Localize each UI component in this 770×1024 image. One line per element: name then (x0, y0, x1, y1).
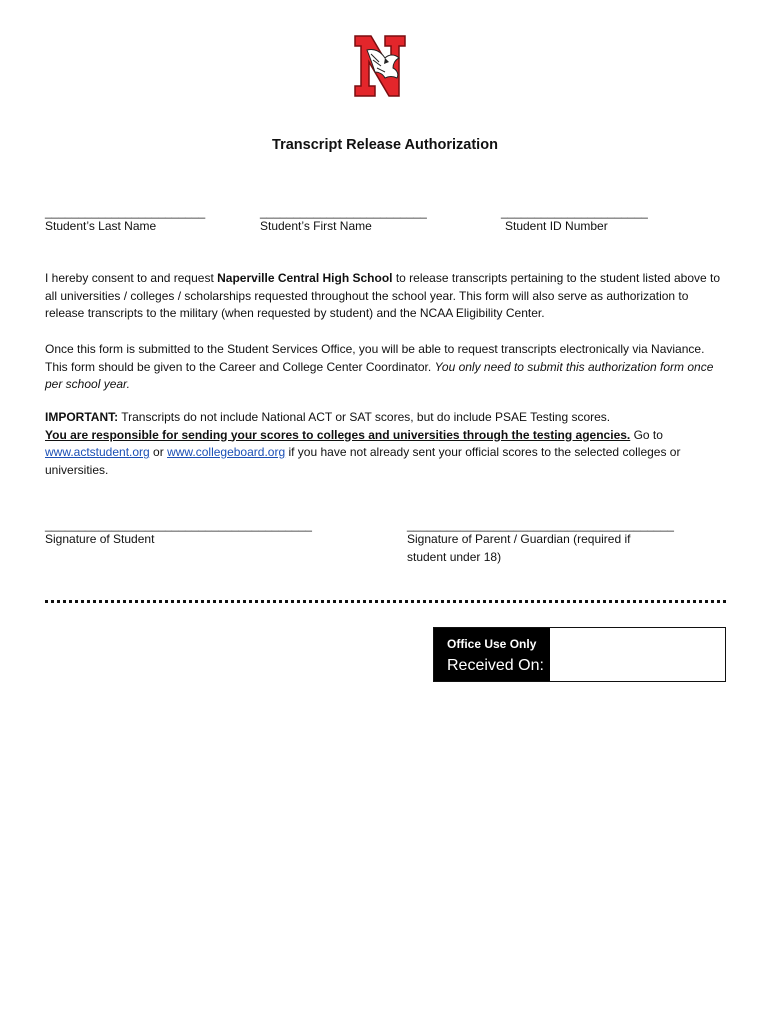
actstudent-link[interactable]: www.actstudent.org (45, 445, 150, 459)
naviance-paragraph (45, 341, 725, 394)
consent-text-end: to release transcripts pertaining to the student listed above to all universities / colleges / scholarships requested throughout the school year. This form will also serve as authorization to release transcripts to the military (when requested by student) and the NCAA Eligibility Center. (45, 271, 721, 320)
or-text: or (149, 445, 168, 459)
page-title: Transcript Release Authorization (272, 137, 498, 153)
student-signature-label: Signature of Student (45, 532, 155, 546)
office-use-header (434, 628, 550, 681)
important-text: Transcripts do not include National ACT or SAT scores, but do include PSAE Testing scores. (118, 410, 611, 424)
student-id-line[interactable]: ______________________ (501, 205, 648, 219)
goto-text: Go to (630, 427, 663, 442)
once-per-year-note: You only need to submit this authorization form once per school year. (45, 359, 714, 391)
school-logo (351, 32, 409, 100)
received-on-field[interactable] (550, 628, 725, 681)
student-signature-line[interactable]: ________________________________________ (45, 518, 312, 532)
last-name-line[interactable]: ________________________ (45, 205, 206, 219)
parent-signature-line[interactable]: ________________________________________ (407, 518, 674, 532)
important-label: IMPORTANT: (45, 410, 119, 424)
redhawk-n-logo-icon (351, 32, 409, 100)
scores-tail-text: if you have not already sent your official scores to the selected colleges or universities. (45, 445, 681, 477)
responsibility-note: You are responsible for sending your scores to colleges and universities through the testing agencies. (45, 427, 631, 442)
office-use-heading: Office Use Only (447, 636, 537, 651)
office-use-box (433, 627, 726, 682)
cut-line-divider (45, 600, 726, 603)
collegeboard-link[interactable]: www.collegeboard.org (167, 445, 286, 459)
student-id-label: Student ID Number (505, 219, 608, 233)
naviance-text: Once this form is submitted to the Student Services Office, you will be able to request transcripts electronically via Naviance. This form should be given to the Career and College Center Coordinator. (45, 342, 705, 374)
first-name-label: Student’s First Name (260, 219, 372, 233)
parent-signature-note: student under 18) (407, 550, 502, 564)
last-name-label: Student’s Last Name (45, 219, 157, 233)
school-name: Naperville Central High School (217, 271, 393, 285)
received-on-label: Received On: (447, 656, 544, 674)
important-paragraph (45, 409, 725, 479)
first-name-line[interactable]: _________________________ (260, 205, 427, 219)
consent-paragraph (45, 270, 725, 323)
consent-text-start: I hereby consent to and request (45, 271, 218, 285)
parent-signature-label: Signature of Parent / Guardian (required if (407, 532, 631, 546)
